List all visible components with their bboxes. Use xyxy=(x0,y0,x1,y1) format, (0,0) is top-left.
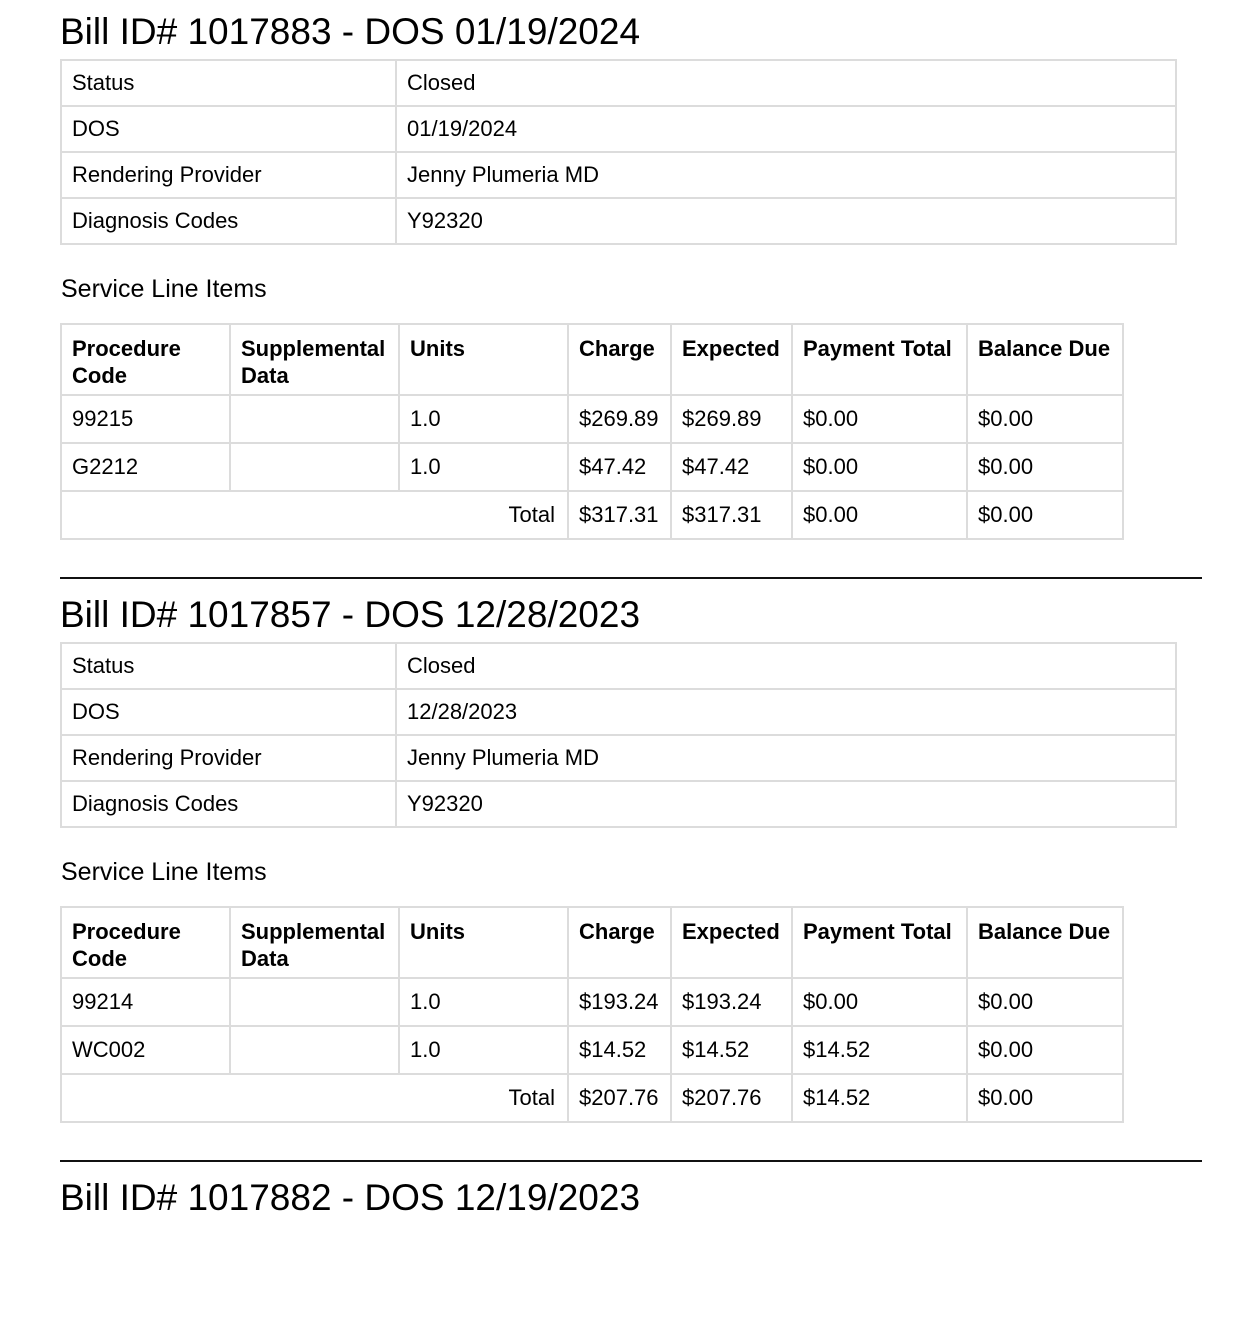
info-row-dos xyxy=(61,689,1176,735)
info-row-diagnosis-codes xyxy=(61,198,1176,244)
charge-cell: $14.52 xyxy=(568,1026,671,1074)
supplemental-data-cell xyxy=(230,978,399,1026)
column-header-expected: Expected xyxy=(671,907,792,978)
info-row-status xyxy=(61,60,1176,106)
table-row xyxy=(61,395,1123,443)
procedure-code-cell: WC002 xyxy=(61,1026,230,1074)
column-header-balance-due: Balance Due xyxy=(967,324,1123,395)
total-label: Total xyxy=(61,491,568,539)
column-header-payment-total: Payment Total xyxy=(792,907,967,978)
info-value: Jenny Plumeria MD xyxy=(396,152,1176,198)
info-value: 01/19/2024 xyxy=(396,106,1176,152)
section-divider xyxy=(60,577,1202,579)
info-value: Y92320 xyxy=(396,198,1176,244)
info-value: Jenny Plumeria MD xyxy=(396,735,1176,781)
table-header-row xyxy=(61,324,1123,395)
column-header-procedure-code: Procedure Code xyxy=(61,324,230,395)
info-label: DOS xyxy=(61,689,396,735)
expected-cell: $269.89 xyxy=(671,395,792,443)
supplemental-data-cell xyxy=(230,1026,399,1074)
supplemental-data-cell xyxy=(230,395,399,443)
section-divider xyxy=(60,1160,1202,1162)
info-row-diagnosis-codes xyxy=(61,781,1176,827)
procedure-code-cell: 99215 xyxy=(61,395,230,443)
total-payment-total-cell: $0.00 xyxy=(792,491,967,539)
info-row-status xyxy=(61,643,1176,689)
total-label: Total xyxy=(61,1074,568,1122)
bill-title: Bill ID# 1017882 - DOS 12/19/2023 xyxy=(60,1177,641,1218)
column-header-charge: Charge xyxy=(568,324,671,395)
bill-title: Bill ID# 1017883 - DOS 01/19/2024 xyxy=(60,11,641,52)
info-label: DOS xyxy=(61,106,396,152)
total-row xyxy=(61,1074,1123,1122)
balance-due-cell: $0.00 xyxy=(967,978,1123,1026)
bill-info-table xyxy=(60,642,1177,828)
info-label: Rendering Provider xyxy=(61,152,396,198)
service-line-items-table xyxy=(60,323,1124,540)
balance-due-cell: $0.00 xyxy=(967,395,1123,443)
info-label: Status xyxy=(61,60,396,106)
total-charge-cell: $317.31 xyxy=(568,491,671,539)
units-cell: 1.0 xyxy=(399,978,568,1026)
total-expected-cell: $317.31 xyxy=(671,491,792,539)
column-header-payment-total: Payment Total xyxy=(792,324,967,395)
bill-info-table xyxy=(60,59,1177,245)
charge-cell: $269.89 xyxy=(568,395,671,443)
service-line-items-table xyxy=(60,906,1124,1123)
table-row xyxy=(61,443,1123,491)
balance-due-cell: $0.00 xyxy=(967,443,1123,491)
balance-due-cell: $0.00 xyxy=(967,1026,1123,1074)
info-label: Status xyxy=(61,643,396,689)
info-value: Closed xyxy=(396,643,1176,689)
info-value: 12/28/2023 xyxy=(396,689,1176,735)
procedure-code-cell: G2212 xyxy=(61,443,230,491)
column-header-balance-due: Balance Due xyxy=(967,907,1123,978)
info-label: Rendering Provider xyxy=(61,735,396,781)
info-row-rendering-provider xyxy=(61,735,1176,781)
table-header-row xyxy=(61,907,1123,978)
info-value: Y92320 xyxy=(396,781,1176,827)
units-cell: 1.0 xyxy=(399,395,568,443)
service-line-items-heading: Service Line Items xyxy=(61,275,267,303)
column-header-charge: Charge xyxy=(568,907,671,978)
column-header-units: Units xyxy=(399,324,568,395)
payment-total-cell: $0.00 xyxy=(792,443,967,491)
supplemental-data-cell xyxy=(230,443,399,491)
info-label: Diagnosis Codes xyxy=(61,198,396,244)
total-balance-due-cell: $0.00 xyxy=(967,1074,1123,1122)
service-line-items-heading: Service Line Items xyxy=(61,858,267,886)
expected-cell: $14.52 xyxy=(671,1026,792,1074)
procedure-code-cell: 99214 xyxy=(61,978,230,1026)
info-label: Diagnosis Codes xyxy=(61,781,396,827)
total-row xyxy=(61,491,1123,539)
column-header-procedure-code: Procedure Code xyxy=(61,907,230,978)
total-charge-cell: $207.76 xyxy=(568,1074,671,1122)
charge-cell: $193.24 xyxy=(568,978,671,1026)
column-header-supplemental-data: Supplemental Data xyxy=(230,324,399,395)
info-row-dos xyxy=(61,106,1176,152)
charge-cell: $47.42 xyxy=(568,443,671,491)
payment-total-cell: $0.00 xyxy=(792,978,967,1026)
payment-total-cell: $0.00 xyxy=(792,395,967,443)
total-payment-total-cell: $14.52 xyxy=(792,1074,967,1122)
table-row xyxy=(61,1026,1123,1074)
info-value: Closed xyxy=(396,60,1176,106)
column-header-supplemental-data: Supplemental Data xyxy=(230,907,399,978)
units-cell: 1.0 xyxy=(399,1026,568,1074)
total-balance-due-cell: $0.00 xyxy=(967,491,1123,539)
column-header-units: Units xyxy=(399,907,568,978)
expected-cell: $193.24 xyxy=(671,978,792,1026)
payment-total-cell: $14.52 xyxy=(792,1026,967,1074)
total-expected-cell: $207.76 xyxy=(671,1074,792,1122)
expected-cell: $47.42 xyxy=(671,443,792,491)
units-cell: 1.0 xyxy=(399,443,568,491)
bill-title: Bill ID# 1017857 - DOS 12/28/2023 xyxy=(60,594,641,635)
table-row xyxy=(61,978,1123,1026)
info-row-rendering-provider xyxy=(61,152,1176,198)
column-header-expected: Expected xyxy=(671,324,792,395)
